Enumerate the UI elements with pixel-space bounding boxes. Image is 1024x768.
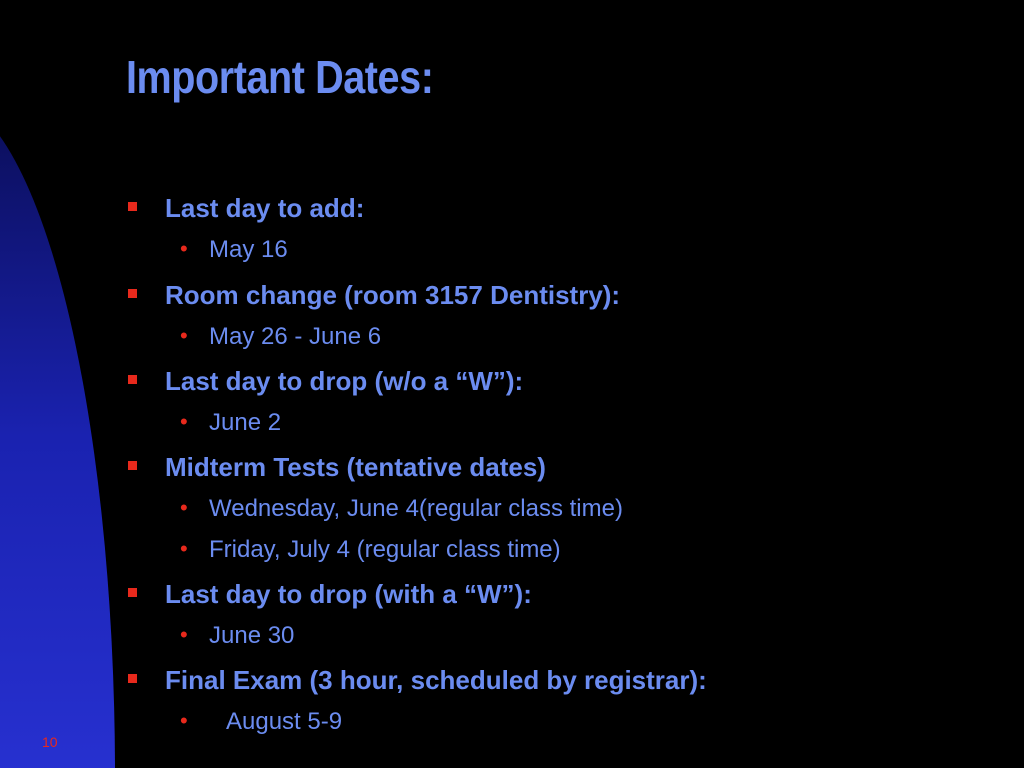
dot-bullet-icon: • — [180, 708, 188, 733]
list-subitem-text: June 2 — [209, 409, 282, 436]
list-item-text: Last day to drop (w/o a “W”): — [165, 366, 524, 396]
list-item-text: Room change (room 3157 Dentistry): — [165, 280, 621, 310]
square-bullet-icon — [128, 588, 137, 597]
square-bullet-icon — [128, 202, 137, 211]
list-subitem-text: June 30 — [209, 622, 295, 649]
list-subitem-text: May 16 — [209, 236, 288, 263]
slide-title: Important Dates: — [126, 51, 434, 103]
dot-bullet-icon: • — [180, 236, 188, 261]
list-item-text: Final Exam (3 hour, scheduled by registrar): — [165, 665, 707, 695]
list-subitem-text: August 5-9 — [226, 708, 343, 735]
list-item-text: Last day to add: — [165, 193, 365, 223]
dot-bullet-icon: • — [180, 409, 188, 434]
list-item-text: Midterm Tests (tentative dates) — [165, 452, 546, 482]
dot-bullet-icon: • — [180, 536, 188, 561]
square-bullet-icon — [128, 375, 137, 384]
dot-bullet-icon: • — [180, 622, 188, 647]
square-bullet-icon — [128, 674, 137, 683]
list-item-text: Last day to drop (with a “W”): — [165, 579, 532, 609]
page-number: 10 — [42, 734, 58, 750]
list-subitem-text: Friday, July 4 (regular class time) — [209, 536, 561, 563]
list-subitem-text: Wednesday, June 4(regular class time) — [209, 495, 623, 522]
square-bullet-icon — [128, 289, 137, 298]
square-bullet-icon — [128, 461, 137, 470]
dot-bullet-icon: • — [180, 495, 188, 520]
list-subitem-text: May 26 - June 6 — [209, 323, 382, 350]
dot-bullet-icon: • — [180, 323, 188, 348]
